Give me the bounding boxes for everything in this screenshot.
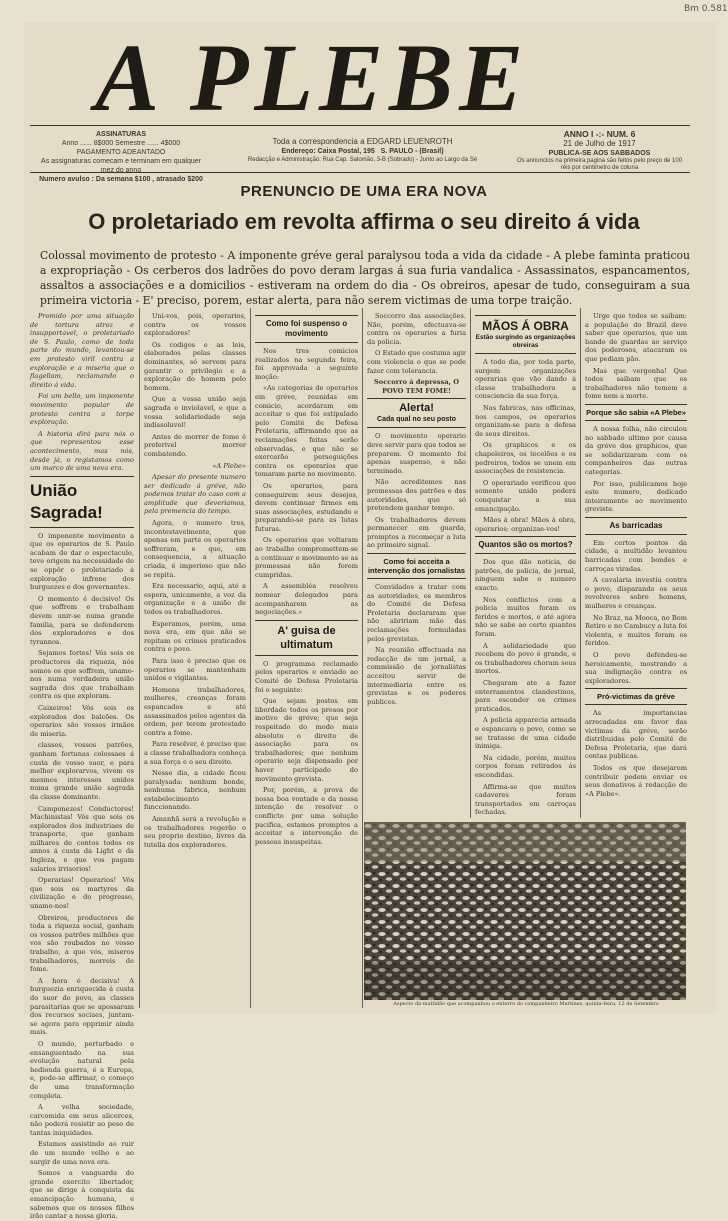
column-divider bbox=[139, 308, 140, 1008]
issue-date: 21 de Julho de 1917 bbox=[563, 139, 636, 148]
subscriptions-box bbox=[36, 130, 206, 184]
article-title-barricadas: As barricadas bbox=[585, 517, 687, 535]
masthead-rule-top bbox=[30, 125, 690, 126]
single-copy-price: Numero avulso : Da semana $100 , atrasado $200 bbox=[39, 176, 203, 183]
crowd-photograph bbox=[364, 822, 686, 1000]
article-paragraph: A velha sociedade, carcomida em seus alicerces, não poderá resistir ao peso de tantas iniquidades. bbox=[30, 1103, 134, 1137]
article-paragraph: Urge que todos se saibam: a população do Brazil deve saber que operarios, que um bando de guardas ao serviço dos poderosos, atacaram os que pediam pão. bbox=[585, 312, 687, 363]
article-paragraph: Amanhã será a revolução e os trabalhadores regerão o seu proprio destino, livres da tutella dos exploradores. bbox=[144, 815, 246, 849]
article-paragraph: Estamos assistindo ao ruir de um mundo velho e ao surgir de uma nova era. bbox=[30, 1140, 134, 1166]
masthead-title: A PLEBE bbox=[95, 24, 530, 131]
article-paragraph: «As categorias de operarios em gréve, reunidas em comicio, acordaram em acceitar o que foi estipulado pelo Comité de Defesa Proletaria, affirmando que as reclamações feitas serão observadas, e que não se exercerão perseguições contra os operarios que tomaram parte no movimento. bbox=[255, 384, 358, 479]
subscriptions-payment: PAGAMENTO ADEANTADO bbox=[76, 149, 166, 156]
article-paragraph: Uni-vos, pois, operarios, contra os vossos exploradores! bbox=[144, 312, 246, 338]
postal-box: Endereço: Caixa Postal, 195 bbox=[281, 148, 375, 155]
front-summary: Colossal movimento de protesto - A imponente gréve geral paralysou toda a vida da cidade - A plebe faminta praticou a expropriação - Os cerberos dos ladrões do povo deram largas á sua furia vandalica - Assassinatos, espancamentos, assaltos a associações e a domicilios - estiveram na ordem do dia - Os obreiros, apesar de tudo, conseguiram a sua primeira victoria - E' preciso, porem, estar alerta, para não serem victimas de uma torpe traição. bbox=[40, 249, 690, 307]
column-divider bbox=[362, 308, 363, 1008]
article-paragraph: Mas que vergonha! Que todos saibam que os trabalhadores não temem a fome nem a morte. bbox=[585, 366, 687, 401]
column-divider bbox=[470, 308, 471, 818]
front-headline: O proletariado em revolta affirma o seu direito á vida bbox=[88, 209, 640, 234]
article-paragraph: Mãos á obra! Mãos á obra, operarios: organizae-vos! bbox=[475, 516, 576, 533]
correspondence-line: Toda a correspondencia a EDGARD LEUENROTH bbox=[272, 137, 453, 146]
article-paragraph: Os graphicos e os chapeleiros, os tecelões e os pedreiros, todos se unem em associações de resistencia. bbox=[475, 441, 576, 476]
article-paragraph: classes, vossos patrões, ganham fortunas colossaes á custa de vosso suor, e para melhor explorarvos, vivem os mesmos interesses unidos numa grande união sagrada da classe dominante. bbox=[30, 741, 134, 801]
article-paragraph: Por, porém, a prova de nossa boa vontade e da nossa intenção de resolver o conflicto por uma solução pacifica, estamos promptos a acceitar a intervenção de pessoas insuspeitas. bbox=[255, 786, 358, 846]
article-paragraph: A todo dia, por toda parte, surgem organizações operarias que vão dando á classe trabalhadora a consciencia da sua força. bbox=[475, 358, 576, 401]
article-paragraph: Somos a vanguarda do grande exercito libertador, que se dirige á conquista da emancipação humana, e sabemos que os nossos filhos irão cantar a nossa gloria. bbox=[30, 1169, 134, 1221]
article-paragraph: O mundo, perturbado e ensanguentado na sua evolução natural pela hedionda guerra, é a Europa, e, pode-se affirmar, o começo de uma transformação completa. bbox=[30, 1039, 134, 1100]
column-1 bbox=[30, 312, 134, 1221]
article-paragraph: Dos que dão noticia, de patrões, de policia, de jornal, ninguem sabe o numero exacto. bbox=[475, 558, 576, 593]
article-title-maos-a-obra bbox=[475, 315, 576, 354]
editor-footnote: Apesar do presente numero ser dedicado á gréve, não podemos tratar do caso com a amplitude que deveriamos, pela premencia do tempo. bbox=[144, 473, 246, 516]
ad-note: Os annuncios na primeira pagina são feitos pelo preço de 100 réis por centimetro de coluna bbox=[516, 158, 683, 171]
article-paragraph: O movimento operario deve servir para que todos se preparem. O momento foi apenas suspenso, e não terminado. bbox=[367, 432, 466, 475]
article-title-jornalistas: Como foi acceita a intervenção dos jornalistas bbox=[367, 553, 466, 579]
article-paragraph: Para isso é preciso que os operarios se mantenham unidos e vigilantes. bbox=[144, 656, 246, 683]
alerta-heading: Alerta! bbox=[399, 402, 434, 415]
article-title-uniao-sagrada: União Sagrada! bbox=[30, 476, 134, 528]
article-paragraph: Esperamos, porém, uma nova era, em que não se repitam os crimes praticados contra o povo. bbox=[144, 619, 246, 654]
crowd-photo-image bbox=[364, 822, 686, 1000]
article-paragraph: Os operarios, para conseguirem seus desejos, devem continuar firmes em suas associações, estudando e preparando-se para as lutas futuras. bbox=[255, 481, 358, 533]
article-title-ultimatum: A' guisa de ultimatum bbox=[255, 620, 358, 656]
subscriptions-prices: Anno ...... 8$000 Semestre ...... 4$000 bbox=[61, 140, 181, 147]
article-paragraph: Na cidade, porém, muitos corpos foram retirados ás escondidas. bbox=[475, 753, 576, 779]
article-paragraph: Nos conflictos com a policia muitos foram os feridos e mortos, e até agora não se sabe ao certo quantos foram. bbox=[475, 595, 576, 639]
subscriptions-title: ASSINATURAS bbox=[95, 131, 147, 138]
maos-heading: MÃOS Á OBRA bbox=[482, 319, 569, 333]
publication-frequency: PUBLICA-SE AOS SABBADOS bbox=[548, 150, 651, 157]
article-paragraph: Nos tres comicios realizados na segunda feira, foi approvada a seguinte moção: bbox=[255, 347, 358, 381]
column-divider bbox=[250, 308, 251, 1008]
correspondence-box bbox=[225, 136, 500, 164]
column-4 bbox=[367, 312, 466, 817]
column-5 bbox=[475, 312, 576, 817]
article-paragraph: Caixeiros! Vós sois os explorados dos balcões. Os operarios são vossos irmãos de miseria. bbox=[30, 703, 134, 738]
postal-address bbox=[225, 147, 500, 156]
article-paragraph: Não acreditemos nas promessas dos patrões e das autoridades, que só pretendem ganhar tempo. bbox=[367, 478, 466, 513]
issue-box bbox=[512, 129, 687, 172]
article-title-mortos: Quantos são os mortos? bbox=[475, 536, 576, 554]
article-paragraph: Na reunião effectuada na redacção de um jornal, a commissão de jornalistas acceitou servir de intermediaria entre os grevistas e os poderes publicos. bbox=[367, 646, 466, 706]
column-3 bbox=[255, 312, 358, 1010]
article-paragraph: A policia apparecia armada e espancava o povo, como se se tratasse de uma cidade inimiga. bbox=[475, 716, 576, 751]
article-paragraph: Por isso, publicamos hoje este numero, dedicado inteiramente ao movimento grevista. bbox=[585, 479, 687, 514]
article-paragraph: Nas fabricas, nas officinas, nos campos, os operarios organizam-se para a defesa de seus direitos. bbox=[475, 403, 576, 438]
article-paragraph: A assembléa resolveu nomear delegados para acompanharem as negociações.» bbox=[255, 582, 358, 617]
article-paragraph: Todos os que desejarem contribuir podem enviar os seus donativos á redacção de «A Plebe». bbox=[585, 763, 687, 798]
article-paragraph: Em certos pontos da cidade, a multidão levantou barricadas com bondes e carroças viradas. bbox=[585, 538, 687, 573]
city-line: S. PAULO - (Brasil) bbox=[380, 148, 444, 155]
article-paragraph: Affirma-se que muitos cadaveres foram transportados em carroças fechadas. bbox=[475, 782, 576, 817]
article-paragraph: Soccorro das associações. Não, porém, efectuava-se contra os operarios a furia da policia. bbox=[367, 312, 466, 346]
article-title-pro-victimas: Pró-victimas da gréve bbox=[585, 688, 687, 705]
article-paragraph: Que sejam postos em liberdade todos os presos por motivo de gréve; que seja respeitado do modo mais absoluto o direito de associação para os trabalhadores; que nenhum operario seja dispensado por haver participado do movimento grevista. bbox=[255, 697, 358, 783]
column-divider bbox=[580, 308, 581, 818]
issue-number: ANNO I -:- NUM. 6 bbox=[563, 129, 636, 139]
article-paragraph: A nossa folha, não circulou no sabbado ultimo por causa da gréve dos graphicos, que se solidarizaram com os companheiros das outras categorias. bbox=[585, 424, 687, 476]
article-paragraph: O Estado que costuma agir com violencia o que se pode fazer com tolerancia. bbox=[367, 349, 466, 375]
article-paragraph: A cavalaria investiu contra o povo, disparando os seus revolveres sobre homens, mulheres e creanças. bbox=[585, 576, 687, 611]
article-paragraph: A solidariedade que recebem do povo é grande, e os trabalhadores choram seus mortos. bbox=[475, 641, 576, 676]
article-paragraph: No Braz, na Mooca, no Bom Retiro e no Cambucy a luta foi violenta, e muitos foram os feridos. bbox=[585, 613, 687, 648]
article-signature: «A Plebe» bbox=[212, 461, 246, 470]
article-paragraph: Para resolver, é preciso que a classe trabalhadora conheça a sua força e o seu direito. bbox=[144, 740, 246, 766]
alerta-subheading: Cada qual no seu posto bbox=[377, 416, 456, 424]
article-paragraph: O povo defendeu-se heroicamente, mostrando a sua indignação contra os exploradores. bbox=[585, 651, 687, 685]
article-paragraph: Camponezes! Conductores! Machinistas! Vós que sois os explorados dos industriaes de transporte, que ganham milhares de contos todos os annos á custa da Light e da Ingleza, e que vos pagam salarios irrisorios! bbox=[30, 804, 134, 873]
intro-paragraph: A historia dirá para nós o que representou esse acontecimento, mas nós, desde já, o registamos como um marco de uma nova era. bbox=[30, 429, 134, 473]
article-paragraph: A hora é decisiva! A burguezia enriquecida á custa do suor do povo, as classes parasitarias que se apossaram dos recursos sociaes, juntam-se agora para opprimir ainda mais. bbox=[30, 976, 134, 1037]
article-paragraph: Agora, o numero tres, incontestavelmente, que apenas em parte os operarios soffreram, e que, em consequencia, a situação criada, é imperioso que não se repita. bbox=[144, 519, 246, 579]
article-paragraph: Os codigos e as leis, elaborados pelas classes dominantes, só servem para garantir o privilegio e a exploração do homem pelo homem. bbox=[144, 340, 246, 392]
article-paragraph: Os trabalhadores devem permanecer em guarda, promptos a recomeçar a luta ao primeiro signal. bbox=[367, 515, 466, 550]
article-paragraph: Que a vossa união seja sagrada e inviolavel, e que a vossa solidariedade seja indissoluvel! bbox=[144, 395, 246, 430]
library-reference: Bm 0.581 bbox=[684, 4, 728, 14]
article-paragraph: O momento é decisivo! Os que soffrem e trabalham devem unir-se numa grande familia, para se defenderem dos exploradores e dos tyrannos. bbox=[30, 594, 134, 646]
article-paragraph: Convidados a tratar com as autoridades, os membros do Comité de Defesa Proletaria declararam que não abririam mão das reclamações formuladas pelos grevistas. bbox=[367, 583, 466, 643]
article-title-alerta bbox=[367, 398, 466, 428]
article-paragraph: Obreiros, productores de toda a riqueza social, ganham os vossos patrões milhões que vos são roubados no vosso trabalho, a que vós, miseros trabalhadores, morreis de fome. bbox=[30, 913, 134, 974]
article-paragraph: Os operarios que voltaram ao trabalho compromettem-se a continuar o movimento se as promessas não forem cumpridas. bbox=[255, 536, 358, 579]
column-6 bbox=[585, 312, 687, 817]
maos-subheading: Estão surgindo as organizações obreiras bbox=[475, 334, 576, 349]
article-paragraph: Nesse dia, a cidade ficou paralysada: nenhum bonde, nenhuma fabrica, nenhum estabelecimento funccionando. bbox=[144, 769, 246, 812]
subscriptions-note: As assignaturas comecam e terminam em qualquer mez do anno bbox=[41, 158, 201, 174]
article-paragraph: Sejamos fortes! Vós sois os productores da riqueza, nós somos os que soffrem, unamo-nos numa verdadeira união sagrada dos que trabalham contra os que exploram. bbox=[30, 649, 134, 701]
article-paragraph: Homens trabalhadores, mulheres, creanças foram espancados e até assassinados pelos agentes da ordem, por terem protestado contra a fome. bbox=[144, 685, 246, 737]
front-kicker: PRENUNCIO DE UMA ERA NOVA bbox=[240, 183, 488, 200]
article-title-suspenso: Como foi suspenso o movimento bbox=[255, 315, 358, 343]
intro-paragraph: Foi um bello, um imponente movimento popular de protesto contra a torpe exploração. bbox=[30, 392, 134, 427]
article-callout: Soccorro á depressa, O POVO TEM FOME! bbox=[374, 378, 459, 395]
article-paragraph: O imponente movimento a que os operarios de S. Paulo acabam de dar o espectaculo, teve origem na necessidade de se oppôr o proletariado á exploração infrene dos burguezes e dos governantes. bbox=[30, 531, 134, 592]
intro-paragraph: Promido por uma situação de tortura atroz e insupportavel, o proletariado de S. Paulo, como de toda parte do mundo, levantou-se em protesto viril contra a exploração e a miseria que o flagellam, reclamando o direito á vida. bbox=[30, 312, 134, 389]
column-2 bbox=[144, 312, 246, 1010]
article-paragraph: As importancias arrecadadas em favor das victimas da gréve, serão distribuidas pelo Comité de Defesa Proletaria, que dará contas publicas. bbox=[585, 709, 687, 761]
article-paragraph: Chegaram ate a fazer enterramentos clandestinos, para esconder os crimes praticados. bbox=[475, 679, 576, 713]
office-address: Redacção e Administração: Rua Cap. Salomão, 3-B (Sobrado) - Junto ao Largo da Sé bbox=[247, 157, 478, 163]
article-title-a-plebe: Porque são sabia «A Plebe» bbox=[585, 404, 687, 421]
photo-caption: Aspecto da multidão que acompanhou o enterro do companheiro Martinez, quinta-feira, 12 de Setembro bbox=[393, 1001, 659, 1007]
article-paragraph: O programma reclamado pelos operarios e enviado ao Comité de Defesa Proletaria foi o seguinte: bbox=[255, 659, 358, 694]
article-paragraph: Era necessario, aqui, até a espera, unicamente, a voz da organização e a união de todos os trabalhadores. bbox=[144, 582, 246, 616]
article-paragraph: O operariado verificou que somente unido poderá conquistar a sua emancipação. bbox=[475, 478, 576, 513]
article-paragraph: Operarias! Operarios! Vós que sois os martyres da civilização e do progresso, unamo-nos! bbox=[30, 876, 134, 911]
article-paragraph: Antes de morrer de fome é preferivel morrer combatendo. bbox=[144, 432, 246, 458]
